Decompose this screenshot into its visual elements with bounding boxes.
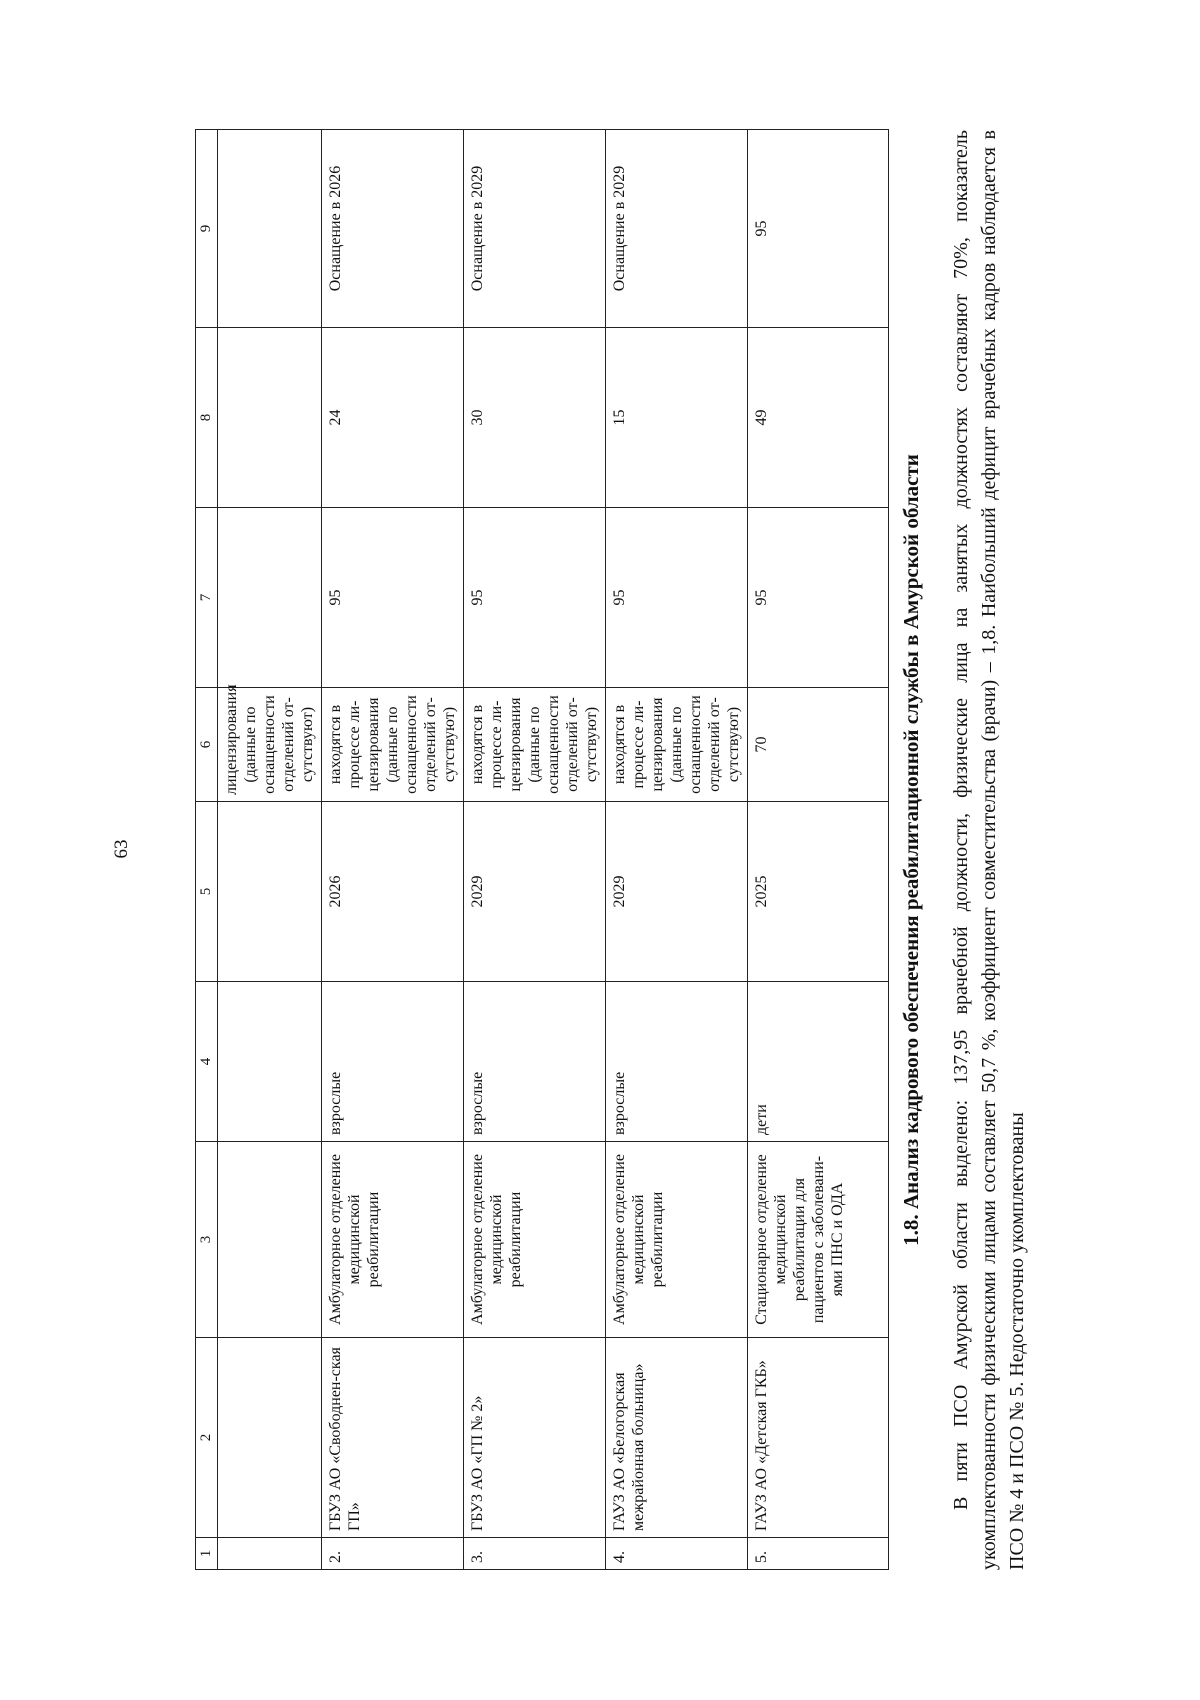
table-row xyxy=(606,130,748,1570)
cell-organization: ГБУЗ АО «Свободнен-ская ГП» xyxy=(322,1338,464,1538)
cell-year: 2029 xyxy=(606,802,748,982)
table-row xyxy=(748,130,889,1570)
column-number: 3 xyxy=(196,1142,218,1338)
cell-col9: 95 xyxy=(748,130,889,328)
cell-col9: Оснащение в 2029 xyxy=(606,130,748,328)
cell-col8: 30 xyxy=(464,328,606,508)
cell-organization: ГАУЗ АО «Белогорская межрайонная больница» xyxy=(606,1338,748,1538)
cell-year xyxy=(218,802,322,982)
cell-year: 2029 xyxy=(464,802,606,982)
cell-organization xyxy=(218,1338,322,1538)
cell-patients: взрослые xyxy=(464,982,606,1142)
cell-department xyxy=(218,1142,322,1338)
cell-index: 4. xyxy=(606,1538,748,1570)
cell-col8: 24 xyxy=(322,328,464,508)
cell-department: Амбулаторное отделение медицинской реабилитации xyxy=(606,1142,748,1338)
cell-col9: Оснащение в 2026 xyxy=(322,130,464,328)
cell-col8: 15 xyxy=(606,328,748,508)
rotated-page-content xyxy=(195,130,1055,1570)
table-row xyxy=(464,130,606,1570)
cell-col7: 95 xyxy=(748,508,889,688)
cell-organization: ГБУЗ АО «ГП № 2» xyxy=(464,1338,606,1538)
cell-year: 2026 xyxy=(322,802,464,982)
paragraph-text: В пяти ПСО Амурской области выделено: 137,95 врачебной должности, физические лица на занятых должностях составляют 70%, показатель укомплектованности физическими лицами составляет 50,7 %, коэффициент совместительства (врачи) – 1,8. Наибольший дефицит врачебных кадров наблюдается в ПСО № 4 и ПСО № 5. Недостаточно укомплектованы xyxy=(950,130,1028,1570)
column-number: 6 xyxy=(196,688,218,802)
cell-col9: Оснащение в 2029 xyxy=(464,130,606,328)
column-number: 1 xyxy=(196,1538,218,1570)
cell-col8: 49 xyxy=(748,328,889,508)
cell-year: 2025 xyxy=(748,802,889,982)
cell-index: 5. xyxy=(748,1538,889,1570)
cell-department: Стационарное отделение медицинской реабилитации для пациентов с заболевани-ями ПНС и ОДА xyxy=(748,1142,889,1338)
cell-department: Амбулаторное отделение медицинской реабилитации xyxy=(464,1142,606,1338)
cell-col7 xyxy=(218,508,322,688)
cell-col7: 95 xyxy=(606,508,748,688)
column-number: 2 xyxy=(196,1338,218,1538)
cell-equipment-status: лицензирования (данные по оснащенности отделений от-сутствуют) xyxy=(218,688,322,802)
cell-organization: ГАУЗ АО «Детская ГКБ» xyxy=(748,1338,889,1538)
table-row xyxy=(322,130,464,1570)
cell-index xyxy=(218,1538,322,1570)
cell-index: 3. xyxy=(464,1538,606,1570)
cell-patients: дети xyxy=(748,982,889,1142)
cell-patients: взрослые xyxy=(322,982,464,1142)
column-number: 9 xyxy=(196,130,218,328)
cell-patients: взрослые xyxy=(606,982,748,1142)
cell-equipment-status: находятся в процессе ли-цензирования (данные по оснащенности отделений от-сутствуют) xyxy=(322,688,464,802)
column-number: 4 xyxy=(196,982,218,1142)
column-number: 5 xyxy=(196,802,218,982)
cell-patients xyxy=(218,982,322,1142)
table-row xyxy=(218,130,322,1570)
cell-department: Амбулаторное отделение медицинской реабилитации xyxy=(322,1142,464,1338)
column-number: 8 xyxy=(196,328,218,508)
cell-equipment-status: 70 xyxy=(748,688,889,802)
cell-equipment-status: находятся в процессе ли-цензирования (данные по оснащенности отделений от-сутствуют) xyxy=(606,688,748,802)
cell-col7: 95 xyxy=(464,508,606,688)
cell-col7: 95 xyxy=(322,508,464,688)
page-number: 63 xyxy=(111,839,132,859)
table-header-row xyxy=(196,130,218,1570)
cell-index: 2. xyxy=(322,1538,464,1570)
cell-equipment-status: находятся в процессе ли-цензирования (данные по оснащенности отделений от-сутствуют) xyxy=(464,688,606,802)
rehab-departments-table xyxy=(195,129,889,1570)
column-number: 7 xyxy=(196,508,218,688)
body-paragraph xyxy=(947,130,1031,1570)
cell-col9 xyxy=(218,130,322,328)
cell-col8 xyxy=(218,328,322,508)
section-heading: 1.8. Анализ кадрового обеспечения реабилитационной службы в Амурской области xyxy=(899,454,923,1246)
